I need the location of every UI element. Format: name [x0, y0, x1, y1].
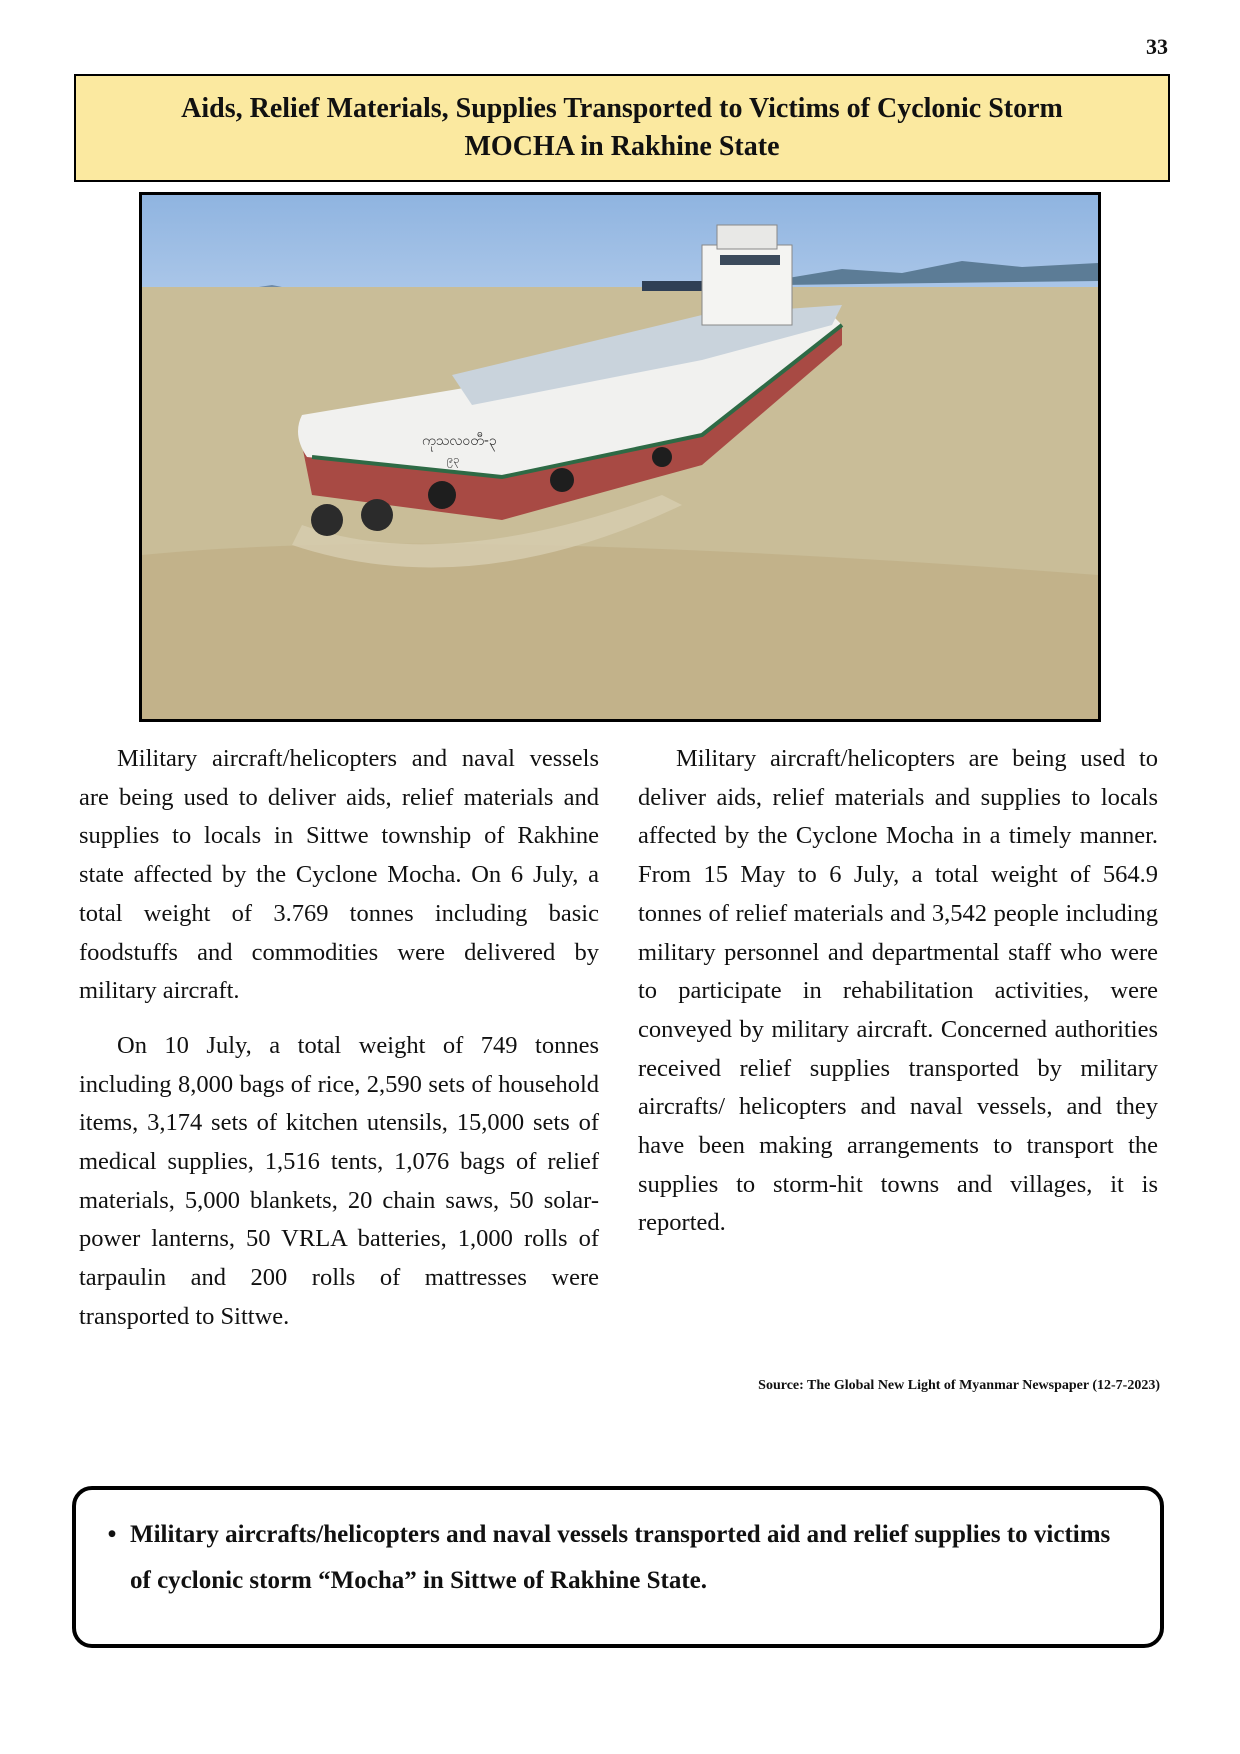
fender-tire — [550, 468, 574, 492]
fender-tire — [428, 481, 456, 509]
bow-fender — [311, 504, 343, 536]
ship-illustration — [142, 195, 1098, 719]
ship-wheelhouse — [717, 225, 777, 249]
left-paragraph-1: Military aircraft/helicopters and naval vessels are being used to deliver aids, relief materials and supplies to locals in Sittwe township of Rakhine state affected by the Cyclone Mocha. On 6 July, a total weight of 3.769 tonnes including basic foodstuffs and commodities were delivered by military aircraft. — [79, 745, 599, 1005]
page-title-line-2: MOCHA in Rakhine State — [464, 131, 780, 162]
distant-hills-right — [782, 261, 1098, 285]
right-column — [638, 740, 1158, 1259]
page-title — [74, 74, 1170, 182]
summary-item — [94, 1512, 1130, 1604]
page-number: 33 — [1146, 34, 1168, 59]
water-shade — [142, 544, 1098, 719]
bow-fender — [361, 499, 393, 531]
ship-photo — [139, 192, 1101, 722]
summary-text: Military aircrafts/helicopters and naval vessels transported aid and relief supplies to victims of cyclonic storm “Mocha” in Sittwe of Rakhine State. — [130, 1521, 1111, 1594]
page-title-line-1: Aids, Relief Materials, Supplies Transported to Victims of Cyclonic Storm — [181, 93, 1063, 124]
left-column — [79, 740, 599, 1353]
summary-box — [72, 1486, 1164, 1648]
ship-name-marking: ကုသလဝတီ-၃ — [422, 433, 497, 449]
bullet-icon: • — [107, 1521, 117, 1548]
bridge-windows — [720, 255, 780, 265]
fender-tire — [652, 447, 672, 467]
ship-number-marking: ၉၃ — [447, 453, 460, 466]
right-paragraph-1: Military aircraft/helicopters are being used to deliver aids, relief materials and supplies to locals affected by the Cyclone Mocha in a timely manner. From 15 May to 6 July, a total weight of 564.9 tonnes of relief materials and 3,542 people including military personnel and departmental staff who were to participate in rehabilitation activities, were conveyed by military aircraft. Concerned authorities received relief supplies transported by military aircrafts/ helicopters and naval vessels, and they have been making arrangements to transport the supplies to storm-hit towns and villages, it is reported. — [638, 745, 1158, 1237]
left-paragraph-2: On 10 July, a total weight of 749 tonnes including 8,000 bags of rice, 2,590 sets of household items, 3,174 sets of kitchen utensils, 15,000 sets of medical supplies, 1,516 tents, 1,076 bags of relief materials, 5,000 blankets, 20 chain saws, 50 solar-power lanterns, 50 VRLA batteries, 1,000 rolls of tarpaulin and 200 rolls of mattresses were transported to Sittwe. — [79, 1031, 599, 1330]
source-citation: Source: The Global New Light of Myanmar Newspaper (12-7-2023) — [758, 1378, 1160, 1393]
